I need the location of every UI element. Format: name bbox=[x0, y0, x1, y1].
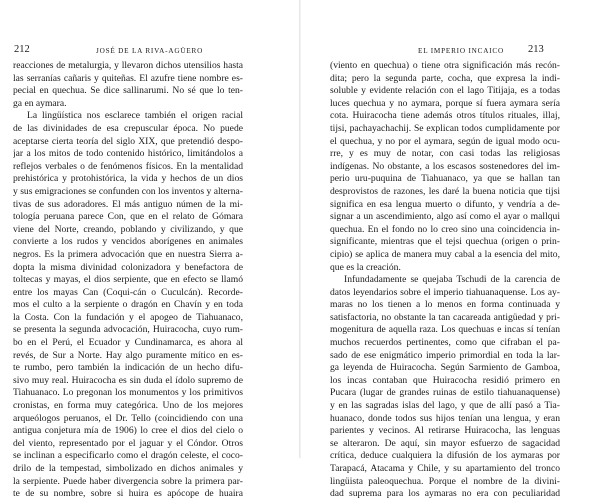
text-line: de las divinidades de esa crepuscular época. No puede bbox=[13, 122, 243, 134]
text-line: prehistórica y protohistórica, la vida y hechos de un dios bbox=[13, 173, 243, 185]
text-line: la serpiente. Puede haber divergencia sobre la primera par- bbox=[13, 475, 243, 487]
text-line: te rumbo, pero también la indicación de un hecho difu- bbox=[13, 362, 243, 374]
text-line: quechua. En el fondo no lo creo sino una coincidencia in- bbox=[330, 223, 560, 235]
text-line: se presenta la segunda advocación, Huiracocha, cuyo rum- bbox=[13, 324, 243, 336]
left-page-body bbox=[13, 60, 243, 501]
text-line: reflejos verbales o de fenómenos físicos. En la mentalidad bbox=[13, 160, 243, 172]
text-line: mogenitura de aquella raza. Los quechuas e incas sí tenían bbox=[330, 324, 560, 336]
text-line: significa en esa lengua muerto o difunto, y vendría a de- bbox=[330, 198, 560, 210]
text-line: tivas de sus adoradores. El más antiguo númen de la mi- bbox=[13, 198, 243, 210]
text-line: el quechua, y no por el aymara, según de igual modo ocu- bbox=[330, 135, 560, 147]
text-line: desprovistos de razones, les daré la buena noticia que tijsi bbox=[330, 185, 560, 197]
text-line: La lingüística nos esclarece también el origen racial bbox=[27, 110, 243, 122]
text-line: muchos recuerdos pertinentes, como que cifraban el pa- bbox=[330, 337, 560, 349]
text-line: toltecas y mayas, el dios serpiente, que en efecto se llamó bbox=[13, 274, 243, 286]
text-line: entre los mayas Can (Coqui-cán o Cuculcán). Recorde- bbox=[13, 286, 243, 298]
left-page-number: 212 bbox=[14, 44, 30, 55]
right-page bbox=[301, 0, 600, 500]
text-line: negros. Es la primera advocación que en nuestra Sierra a- bbox=[13, 248, 243, 260]
text-line: sivo muy real. Huiracocha es sin duda el ídolo supremo de bbox=[13, 374, 243, 386]
text-line: tijsi, pachayachachij. Se explican todos cumplidamente por bbox=[330, 122, 560, 134]
text-line: se inclinan a especificarlo como el dragón celeste, el coco- bbox=[13, 450, 243, 462]
text-line: parientes y vecinos. Al retirarse Huiracocha, las lenguas bbox=[330, 425, 560, 437]
text-line: sado de ese enigmático imperio primordial en toda la lar- bbox=[330, 349, 560, 361]
text-line: tología peruana parece Con, que en el relato de Gómara bbox=[13, 211, 243, 223]
text-line: convierte a los rudos y vencidos aborígenes en animales bbox=[13, 236, 243, 248]
right-page-body bbox=[330, 60, 560, 501]
text-line: dopta la misma divinidad colonizadora y benefactora de bbox=[13, 261, 243, 273]
text-line: Tiahuanaco. Lo pregonan los monumentos y los primitivos bbox=[13, 387, 243, 399]
text-line: y sus emigraciones se confunden con los inventos y alterna- bbox=[13, 185, 243, 197]
text-line: del viento, representado por el jaguar y el Cóndor. Otros bbox=[13, 437, 243, 449]
text-line: luces quechua y no aymara, porque sí fuera aymara sería bbox=[330, 97, 560, 109]
text-line: Tarapacá, Atacama y Chile, y su apartamiento del tronco bbox=[330, 463, 560, 474]
text-line: Pucara (lugar de grandes ruinas de estilo tiahuanaquense) bbox=[330, 387, 560, 399]
text-line: significante, mientras que el tejsi quechua (origen o prin- bbox=[330, 236, 560, 248]
text-line: y en las sagradas islas del lago, y que de allí pasó a Tia- bbox=[330, 400, 560, 412]
text-line: huanaco, donde todos sus hijos tenían una lengua, y eran bbox=[330, 412, 560, 424]
text-line: perio uru-puquina de Tiahuanaco, ya que se hallan tan bbox=[330, 173, 560, 185]
text-line: (viento en quechua) o tiene otra significación más recón- bbox=[330, 60, 560, 71]
text-line: ga en aymara. bbox=[13, 97, 67, 109]
text-line: viene del Norte, creando, poblando y civilizando, y que bbox=[13, 223, 243, 235]
text-line: que es la creación. bbox=[330, 261, 401, 273]
text-line: reacciones de metalurgia, y llevaron dichos utensilios hasta bbox=[13, 60, 243, 71]
left-page bbox=[0, 0, 299, 500]
text-line: soluble y evidente relación con el lago Titijaja, es a todas bbox=[330, 85, 560, 97]
text-line: te de su nombre, sobre si huira es apócope de huaira bbox=[13, 488, 243, 500]
left-running-header: JOSÉ DE LA RIVA-AGÜERO bbox=[96, 47, 204, 55]
text-line: bo en el Perú, el Ecuador y Cundinamarca, es ahora al bbox=[13, 337, 243, 349]
text-line: cota. Huiracocha tiene además otros títulos rituales, illaj, bbox=[330, 110, 560, 122]
text-line: pecial en quechua. Se dice sallinarumi. No sé que lo ten- bbox=[13, 85, 243, 97]
text-line: datos leyendarios sobre el imperio tiahuanaquense. Los ay- bbox=[330, 286, 560, 298]
text-line: dad suprema para los aymaras no era con peculiaridad bbox=[330, 488, 560, 500]
text-line: se alteraron. De aquí, sin mayor esfuerzo de sagacidad bbox=[330, 437, 560, 449]
text-line: cronistas, en forma muy categórica. Uno de los mejores bbox=[13, 400, 243, 412]
text-line: Infundadamente se quejaba Tschudi de la carencia de bbox=[344, 274, 560, 286]
text-line: arqueólogos peruanos, el Dr. Tello (coincidiendo con una bbox=[13, 412, 243, 424]
text-line: crítica, deduce cualquiera la difusión de los aymaras por bbox=[330, 450, 560, 462]
text-line: ga leyenda de Huiracocha. Según Sarmiento de Gamboa, bbox=[330, 362, 560, 374]
text-line: los incas contaban que Huiracocha residió primero en bbox=[330, 374, 560, 386]
text-line: drilo de la tempestad, simbolizado en dichos animales y bbox=[13, 463, 243, 474]
text-line: jar a los mitos de todo contenido histórico, limitándolos a bbox=[13, 148, 243, 160]
right-page-number: 213 bbox=[528, 44, 544, 55]
text-line: cipio) se aplica de manera muy cabal a la esencia del mito, bbox=[330, 248, 560, 260]
text-line: revés, de Sur a Norte. Hay algo puramente mítico en es- bbox=[13, 349, 243, 361]
text-line: la Costa. Con la fundación y el apogeo de Tiahuanaco, bbox=[13, 311, 243, 323]
text-line: mos el culto a la serpiente o dragón en Chavín y en toda bbox=[13, 299, 243, 311]
text-line: satisfactoria, no obstante la tan cacareada antigüedad y pri- bbox=[330, 311, 560, 323]
text-line: dita; pero la segunda parte, cocha, que expresa la indi- bbox=[330, 72, 560, 84]
text-line: indígenas. No obstante, a los escasos sostenedores del im- bbox=[330, 160, 560, 172]
text-line: las serranías cañaris y quiteñas. El azufre tiene nombre es- bbox=[13, 72, 243, 84]
text-line: rre, y es muy de notar, con casi todas las religiosas bbox=[330, 148, 560, 160]
text-line: signar a un ascendimiento, algo así como el ayar o mallqui bbox=[330, 211, 560, 223]
text-line: aceptarse cierta teoría del siglo XIX, que pretendió despo- bbox=[13, 135, 243, 147]
text-line: antigua conjetura mía de 1906) lo cree el dios del cielo o bbox=[13, 425, 243, 437]
text-line: maras no los tienen a lo menos en forma continuada y bbox=[330, 299, 560, 311]
right-running-header: EL IMPERIO INCAICO bbox=[418, 47, 505, 55]
text-line: lingüista paleoquechua. Porque el nombre de la divini- bbox=[330, 475, 560, 487]
